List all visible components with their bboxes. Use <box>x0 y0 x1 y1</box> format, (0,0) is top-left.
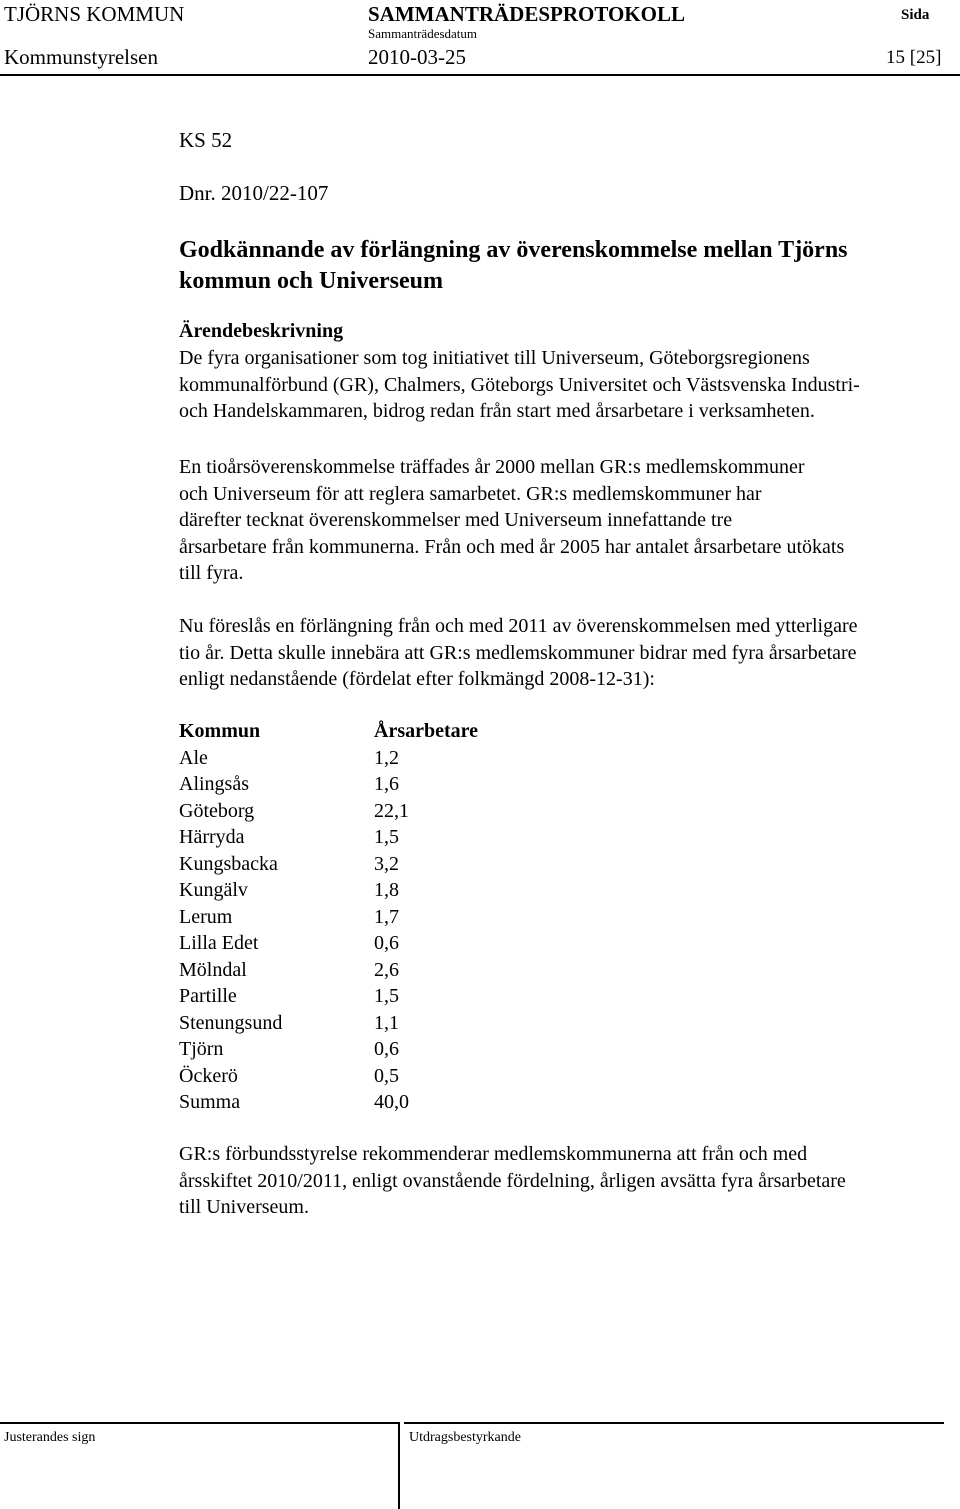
cell-value: 1,6 <box>374 773 399 795</box>
cell-value: 2,6 <box>374 958 399 981</box>
case-title <box>179 235 848 297</box>
text-line: och Handelskammaren, bidrog redan från start med årsarbetare i verksamheten. <box>179 400 815 422</box>
cell-value: 22,1 <box>374 799 409 822</box>
table-row <box>179 983 478 1010</box>
text-line: GR:s förbundsstyrelse rekommenderar medlemskommunerna att från och med <box>179 1143 808 1165</box>
cell-kommun: Tjörn <box>179 1038 224 1060</box>
text-line: och Universeum för att reglera samarbetet. GR:s medlemskommuner har <box>179 482 762 505</box>
board-name: Kommunstyrelsen <box>4 45 158 69</box>
page-number: 15 [25] <box>886 47 942 68</box>
text-line: Nu föreslås en förlängning från och med 2011 av överenskommelsen med ytterligare <box>179 615 858 637</box>
text-line: årsskiftet 2010/2011, enligt ovanstående fördelning, årligen avsätta fyra årsarbetare <box>179 1169 846 1192</box>
footer-separator <box>398 1422 400 1509</box>
cell-kommun: Öckerö <box>179 1064 238 1087</box>
text-line: därefter tecknat överenskommelser med Universeum innefattande tre <box>179 509 733 531</box>
text-line: årsarbetare från kommunerna. Från och med år 2005 har antalet årsarbetare utökats <box>179 535 845 558</box>
text-line: kommunalförbund (GR), Chalmers, Göteborgs Universitet och Västsvenska Industri- <box>179 373 860 396</box>
paragraph-proposal <box>179 613 858 693</box>
paragraph-recommendation <box>179 1141 846 1221</box>
cell-kommun: Göteborg <box>179 799 255 822</box>
table-row <box>179 957 478 984</box>
table-row <box>179 851 478 878</box>
cell-kommun: Mölndal <box>179 958 247 981</box>
cell-value: 1,1 <box>374 1011 399 1034</box>
column-header-arsarbetare: Årsarbetare <box>374 720 479 742</box>
cell-value: 1,2 <box>374 746 399 769</box>
cell-kommun: Summa <box>179 1091 241 1113</box>
cell-kommun: Partille <box>179 985 237 1007</box>
page-label: Sida <box>901 7 930 23</box>
text-line: De fyra organisationer som tog initiativet till Universeum, Göteborgsregionens <box>179 347 810 369</box>
cell-kommun: Kungsbacka <box>179 852 278 875</box>
cell-kommun: Härryda <box>179 826 245 848</box>
cell-value: 1,5 <box>374 826 399 848</box>
cell-kommun: Lerum <box>179 905 233 928</box>
table-row <box>179 877 478 904</box>
paragraph-agreement <box>179 454 844 587</box>
cell-value: 1,8 <box>374 879 399 901</box>
certification-label: Utdragsbestyrkande <box>409 1430 521 1445</box>
table-row <box>179 930 478 957</box>
text-line: tio år. Detta skulle innebära att GR:s medlemskommuner bidrar med fyra årsarbetare <box>179 641 857 664</box>
table-header-row <box>179 718 478 745</box>
section-heading: Ärendebeskrivning <box>179 320 344 342</box>
header-divider <box>0 74 960 76</box>
cell-kommun: Alingsås <box>179 773 249 795</box>
date-label: Sammanträdesdatum <box>368 26 478 41</box>
organization-name: TJÖRNS KOMMUN <box>4 2 185 26</box>
case-number: KS 52 <box>179 128 233 152</box>
text-line: till Universeum. <box>179 1196 309 1218</box>
signature-label: Justerandes sign <box>4 1430 96 1445</box>
text-line: enligt nedanstående (fördelat efter folkmängd 2008-12-31): <box>179 668 655 690</box>
table-row <box>179 1036 478 1063</box>
cell-kommun: Ale <box>179 746 208 769</box>
allocation-table <box>179 718 478 1116</box>
case-title-line: Godkännande av förlängning av överenskommelse mellan Tjörns <box>179 237 848 263</box>
cell-kommun: Lilla Edet <box>179 932 259 954</box>
table-row <box>179 771 478 798</box>
footer-divider-right <box>404 1422 944 1424</box>
column-header-kommun: Kommun <box>179 720 261 742</box>
cell-value: 3,2 <box>374 852 399 875</box>
dnr: Dnr. 2010/22-107 <box>179 181 329 205</box>
table-row <box>179 1010 478 1037</box>
cell-kommun: Kungälv <box>179 879 248 901</box>
cell-value: 40,0 <box>374 1091 409 1113</box>
cell-value: 1,7 <box>374 905 399 928</box>
cell-value: 0,5 <box>374 1064 399 1087</box>
cell-value: 1,5 <box>374 985 399 1007</box>
table-row <box>179 798 478 825</box>
document-type: SAMMANTRÄDESPROTOKOLL <box>368 2 685 26</box>
paragraph-background <box>179 345 860 425</box>
cell-kommun: Stenungsund <box>179 1011 283 1034</box>
table-row <box>179 824 478 851</box>
meeting-date: 2010-03-25 <box>368 45 466 69</box>
case-title-line: kommun och Universeum <box>179 268 444 294</box>
cell-value: 0,6 <box>374 932 399 954</box>
table-row-total <box>179 1089 478 1116</box>
cell-value: 0,6 <box>374 1038 399 1060</box>
footer-divider-left <box>0 1422 398 1424</box>
table-row <box>179 904 478 931</box>
table-row <box>179 1063 478 1090</box>
text-line: till fyra. <box>179 562 244 584</box>
table-row <box>179 745 478 772</box>
text-line: En tioårsöverenskommelse träffades år 2000 mellan GR:s medlemskommuner <box>179 456 805 478</box>
